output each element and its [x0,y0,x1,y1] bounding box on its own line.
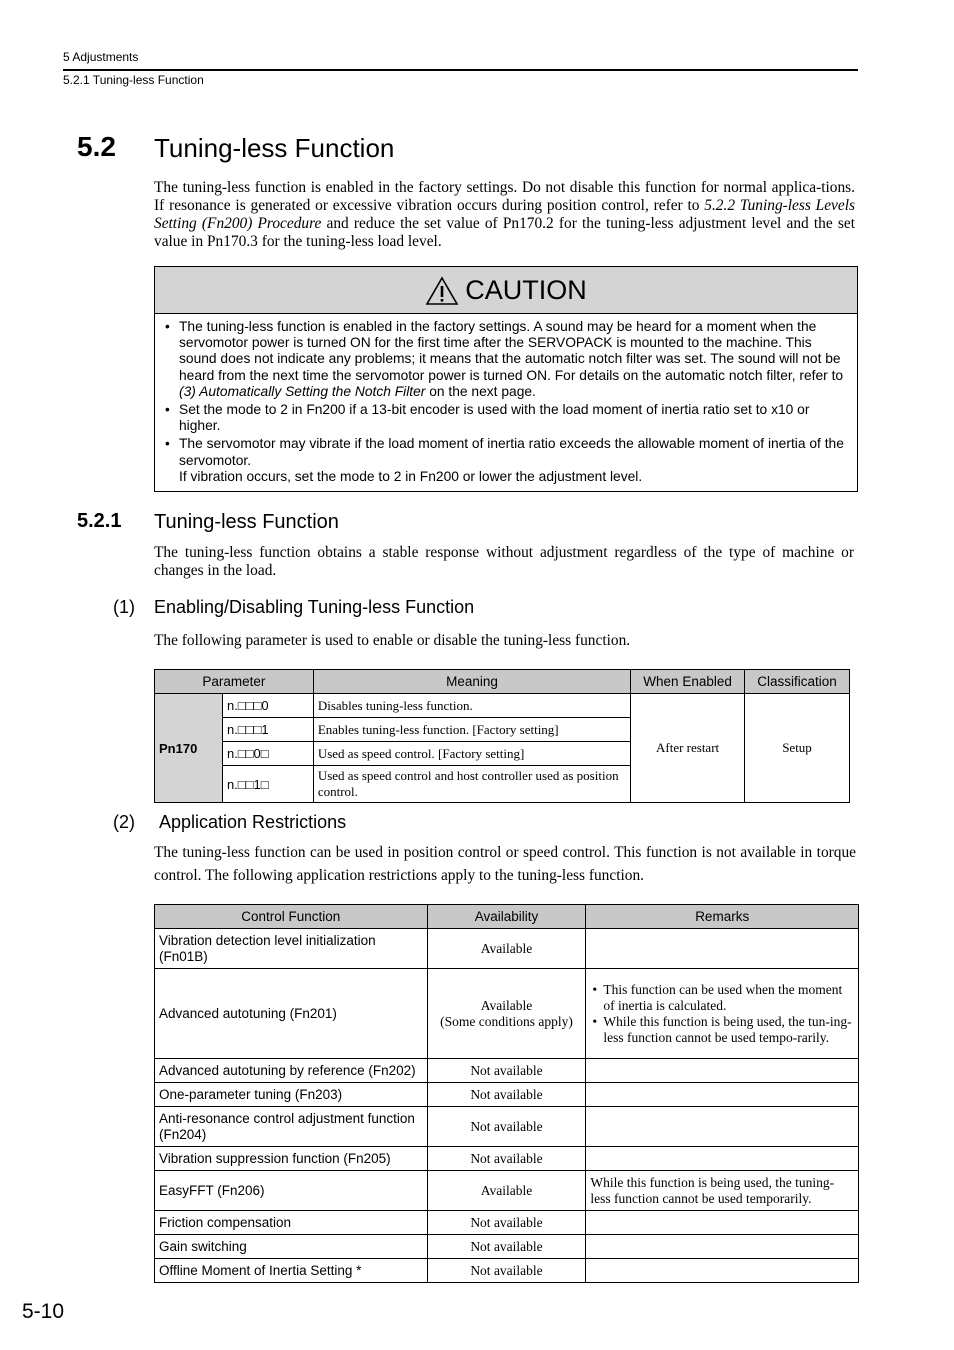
section-intro [154,179,855,251]
parameter-meaning: Enables tuning-less function. [Factory setting] [313,718,630,742]
bullet-icon: • [592,1013,598,1029]
table-row [155,1259,859,1283]
bullet-icon: • [592,981,598,997]
table-row [155,1147,859,1171]
parameter-code: n.□□0□ [222,742,313,766]
enable-description: The following parameter is used to enable or disable the tuning-less function. [154,632,631,649]
caution-item-text: The tuning-less function is enabled in the factory settings. A sound may be heard for a moment when the servomotor power is turned ON for the first time after the SERVOPACK is mounted to the machine. This sound does not indicate any problems; it means that the automatic notch filter was set. The sound will not be heard from the next time the servomotor power is turned ON. For details on the automatic notch filter, refer to [179,319,844,383]
control-function: Advanced autotuning by reference (Fn202) [155,1059,428,1083]
when-enabled: After restart [631,694,745,803]
bullet-icon: • [165,436,170,452]
control-function: Offline Moment of Inertia Setting * [155,1259,428,1283]
heading-number: (1) [113,597,135,617]
warning-triangle-icon [425,276,459,306]
table-row [155,1059,859,1083]
availability: Available [427,929,586,969]
column-header: Parameter [155,670,314,694]
table-row [155,969,859,1059]
caution-cross-reference: (3) Automatically Setting the Notch Filter [179,383,426,399]
remarks [586,1083,859,1107]
remark-bullet [590,982,854,1014]
availability: Not available [427,1211,586,1235]
remark-text: This function can be used when the moment of inertia is calculated. [603,981,843,1013]
running-header-chapter: 5 Adjustments [63,50,139,64]
caution-header [155,267,857,314]
table-row [155,1083,859,1107]
column-header: Classification [745,670,850,694]
parameter-meaning: Used as speed control. [Factory setting] [313,742,630,766]
remarks [586,1259,859,1283]
column-header: Meaning [313,670,630,694]
remarks [586,1235,859,1259]
heading-title: Enabling/Disabling Tuning-less Function [154,597,475,617]
intro-cross-reference: 5.2.2 Tuning-less Levels Setting (Fn200) Procedure [154,197,855,232]
table-row [155,1211,859,1235]
caution-item [164,402,847,434]
remarks [586,1059,859,1083]
heading-number: (2) [113,812,135,832]
parameter-code: n.□□1□ [222,766,313,803]
column-header: Remarks [586,905,859,929]
parameter-meaning: Used as speed control and host controller used as position control. [313,766,630,803]
caution-box [154,266,858,492]
parameter-name: Pn170 [155,694,223,803]
caution-title: CAUTION [465,274,587,305]
intro-text-1: The tuning-less function is enabled in the factory settings. Do not disable this function for normal applica-tions. If resonance is generated or excessive vibration occurs during position control, refer to [154,179,855,214]
availability: Not available [427,1259,586,1283]
header-rule [63,69,858,71]
remarks [586,969,859,1059]
availability: Not available [427,1235,586,1259]
table-row [155,1235,859,1259]
remarks: While this function is being used, the tuning-less function cannot be used temporarily. [586,1171,859,1211]
remark-text: While this function is being used, the tun-ing-less function cannot be used tempo-rarily. [603,1013,852,1045]
parameter-code: n.□□□0 [222,694,313,718]
remarks [586,1211,859,1235]
caution-item-text: on the next page. [425,383,536,399]
control-function: Vibration detection level initialization (Fn01B) [155,929,428,969]
parameter-code: n.□□□1 [222,718,313,742]
restrictions-table [154,904,859,1283]
bullet-icon: • [165,402,170,418]
availability: Not available [427,1107,586,1147]
subsection-number: 5.2.1 [77,510,122,532]
control-function: Anti-resonance control adjustment function (Fn204) [155,1107,428,1147]
control-function: One-parameter tuning (Fn203) [155,1083,428,1107]
running-header-section: 5.2.1 Tuning-less Function [63,73,204,87]
restrictions-description: The tuning-less function can be used in position control or speed control. This function is not available in torque control. The following application restrictions apply to the tuning-less function. [154,844,856,884]
availability: Not available [427,1083,586,1107]
subsection-description: The tuning-less function obtains a stable response without adjustment regardless of the type of machine or changes in the load. [154,544,854,579]
caution-list [155,314,857,485]
caution-item-text: Set the mode to 2 in Fn200 if a 13-bit encoder is used with the load moment of inertia ratio set to x10 or higher. [179,402,810,434]
table-row [155,1107,859,1147]
parameter-table [154,669,850,803]
caution-item [164,319,847,400]
table-row [155,1171,859,1211]
caution-item-text: The servomotor may vibrate if the load moment of inertia ratio exceeds the allowable moment of inertia of the servomotor. [179,436,844,468]
subsection-title: Tuning-less Function [154,511,339,533]
table-row [155,929,859,969]
section-number: 5.2 [77,131,116,162]
availability-note: (Some conditions apply) [440,1013,573,1029]
column-header: Control Function [155,905,428,929]
bullet-icon: • [165,319,170,334]
availability: Not available [427,1147,586,1171]
availability-value: Available [480,997,533,1013]
remarks [586,929,859,969]
availability: Available [427,1171,586,1211]
intro-text-2: and reduce the set value of Pn170.2 for the tuning-less adjustment level and the set value in Pn170.3 for the tuning-less load level. [154,215,855,250]
control-function: EasyFFT (Fn206) [155,1171,428,1211]
heading-title: Application Restrictions [159,812,347,832]
availability [427,969,586,1059]
column-header: Availability [427,905,586,929]
control-function: Advanced autotuning (Fn201) [155,969,428,1059]
parameter-meaning: Disables tuning-less function. [313,694,630,718]
availability: Not available [427,1059,586,1083]
column-header: When Enabled [631,670,745,694]
caution-item-text: If vibration occurs, set the mode to 2 in Fn200 or lower the adjustment level. [179,468,643,484]
control-function: Vibration suppression function (Fn205) [155,1147,428,1171]
classification: Setup [745,694,850,803]
remarks [586,1147,859,1171]
section-title: Tuning-less Function [154,133,395,163]
control-function: Friction compensation [155,1211,428,1235]
remark-bullet [590,1014,854,1046]
control-function: Gain switching [155,1235,428,1259]
page-number: 5-10 [22,1300,65,1323]
caution-item [164,436,847,485]
remarks [586,1107,859,1147]
